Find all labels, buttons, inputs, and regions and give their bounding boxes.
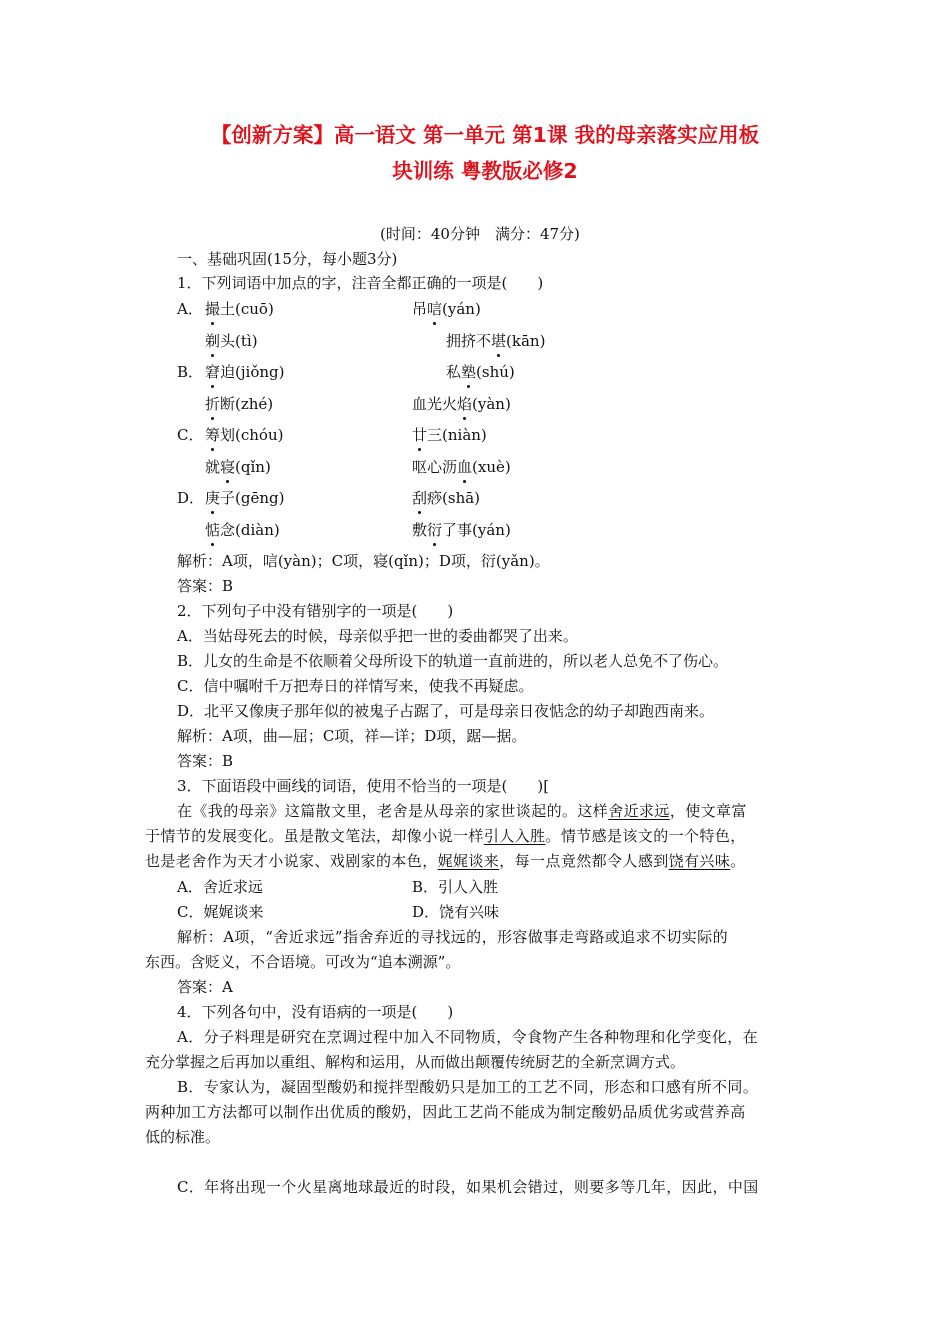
- q3-option-d: D．饶有兴味: [412, 903, 500, 921]
- text-segment: 念(diàn): [220, 521, 280, 539]
- q3-option-a: A．舍近求远: [177, 878, 263, 896]
- q3-passage-line-3: [145, 850, 746, 872]
- text-segment: (shú): [476, 363, 515, 381]
- text-segment: 痧(shā): [427, 489, 481, 507]
- text-segment: 头(tì): [220, 332, 258, 350]
- text-segment: 土(cuō): [220, 300, 274, 318]
- document-title-line-2: 块训练 粤教版必修2: [392, 159, 578, 183]
- text-segment: 迫(jiǒng): [220, 363, 285, 381]
- text-segment: (yán): [442, 300, 481, 318]
- text-segment: 吊: [412, 300, 428, 318]
- q1-c-word3: [205, 456, 271, 478]
- q1-d-word1: [205, 487, 284, 509]
- q3-analysis-line-2: 东西。含贬义，不合语境。可改为“追本溯源”。: [145, 953, 461, 971]
- text-segment: (qǐn): [235, 458, 271, 476]
- q2-analysis: 解析：A项，曲—屈；C项，祥—详；D项，踞—据。: [177, 727, 527, 745]
- question-3-stem: 3．下面语段中画线的词语，使用不恰当的一项是( )[: [177, 777, 550, 795]
- q4-option-c-line-1: C．年将出现一个火星离地球最近的时段，如果机会错过，则要多等几年，因此，中国: [177, 1178, 759, 1196]
- q4-option-b-line-3: 低的标准。: [145, 1128, 221, 1146]
- q1-b-word2: [446, 361, 515, 383]
- dotted-char: 窘: [205, 363, 221, 381]
- q4-option-b-line-1: B．专家认为，凝固型酸奶和搅拌型酸奶只是加工的工艺不同，形态和口感有所不同。: [177, 1078, 759, 1096]
- text-segment: ，每一点竟然都令人感到: [499, 852, 669, 870]
- q1-b-word1: [205, 361, 284, 383]
- q1-d-word2: [412, 487, 480, 509]
- dotted-char: 唁: [427, 300, 443, 318]
- q1-d-word3: [205, 519, 280, 541]
- q1-c-word4: [412, 456, 511, 478]
- q3-underlined-3: 娓娓谈来: [437, 852, 500, 870]
- q1-d-word4: [412, 519, 511, 541]
- text-segment: 了事(yán): [442, 521, 511, 539]
- q3-analysis-line-1: 解析：A项，“舍近求远”指舍弃近的寻找远的，形容做事走弯路或追求不切实际的: [177, 928, 728, 946]
- dotted-char: 焰: [457, 395, 473, 413]
- q1-a-word2: [412, 298, 481, 320]
- q3-option-c: C．娓娓谈来: [177, 903, 264, 921]
- section-heading: 一、基础巩固(15分，每小题3分): [177, 250, 398, 268]
- text-segment: 呕心沥: [412, 458, 458, 476]
- text-segment: 血光火: [412, 395, 458, 413]
- text-segment: 私: [446, 363, 462, 381]
- dotted-char: 庚: [205, 489, 221, 507]
- dotted-char: 剃: [205, 332, 221, 350]
- text-segment: 在《我的母亲》这篇散文里，老舍是从母亲的家世谈起的。这样: [177, 802, 609, 820]
- text-segment: 也是老舍作为天才小说家、戏剧家的本色，: [145, 852, 438, 870]
- q1-analysis: 解析：A项，唁(yàn)；C项，寝(qǐn)；D项，衍(yǎn)。: [177, 552, 550, 570]
- q2-option-c: C．信中嘱咐千万把寿日的祥情写来，使我不再疑虑。: [177, 677, 534, 695]
- q1-a-word1: [205, 298, 274, 320]
- text-segment: (xuè): [472, 458, 511, 476]
- dotted-char: 血: [457, 458, 473, 476]
- text-segment: 就: [205, 458, 221, 476]
- dotted-char: 撮: [205, 300, 221, 318]
- question-4-stem: 4．下列各句中，没有语病的一项是( ): [177, 1003, 454, 1021]
- text-segment: 。情节感是该文的一个特色，: [545, 827, 746, 845]
- q3-passage-line-2: [145, 825, 746, 847]
- q1-option-d-label: D．: [177, 489, 205, 507]
- q1-b-word3: [205, 393, 273, 415]
- dotted-char: 塾: [461, 363, 477, 381]
- question-2-stem: 2．下列句子中没有错别字的一项是( ): [177, 602, 454, 620]
- q3-underlined-4: 饶有兴味: [668, 852, 731, 870]
- dotted-char: 衍: [427, 521, 443, 539]
- q1-option-a-label: A．: [177, 300, 203, 318]
- q1-answer: 答案：B: [177, 577, 234, 595]
- dotted-char: 惦: [205, 521, 221, 539]
- text-segment: 断(zhé): [220, 395, 274, 413]
- q1-a-word4: [446, 330, 545, 352]
- q3-underlined-2: 引人入胜: [483, 827, 546, 845]
- question-1-stem: 1．下列词语中加点的字，注音全都正确的一项是( ): [177, 274, 544, 292]
- q3-passage-line-1: [177, 800, 747, 822]
- q3-answer: 答案：A: [177, 978, 233, 996]
- q4-option-a-line-1: A．分子料理是研究在烹调过程中加入不同物质，令食物产生各种物理和化学变化，在: [177, 1028, 759, 1046]
- text-segment: 子(gēng): [220, 489, 285, 507]
- q1-c-word1: [205, 424, 283, 446]
- q4-option-a-line-2: 充分掌握之后再加以重组、解构和运用，从而做出颠覆传统厨艺的全新烹调方式。: [145, 1053, 686, 1071]
- text-segment: (kān): [506, 332, 546, 350]
- q3-option-b: B．引人入胜: [412, 878, 499, 896]
- q1-b-word4: [412, 393, 511, 415]
- dotted-char: 折: [205, 395, 221, 413]
- q1-option-b-label: B．: [177, 363, 204, 381]
- q1-a-word3: [205, 330, 258, 352]
- q1-option-c-label: C．: [177, 426, 204, 444]
- text-segment: 敷: [412, 521, 428, 539]
- dotted-char: 寝: [220, 458, 236, 476]
- q4-option-b-line-2: 两种加工方法都可以制作出优质的酸奶，因此工艺尚不能成为制定酸奶品质优劣或营养高: [145, 1103, 746, 1121]
- q2-answer: 答案：B: [177, 752, 234, 770]
- dotted-char: 筹: [205, 426, 221, 444]
- text-segment: 拥挤不: [446, 332, 492, 350]
- q3-underlined-1: 舍近求远: [608, 802, 670, 820]
- text-segment: 于情节的发展变化。虽是散文笔法，却像小说一样: [145, 827, 484, 845]
- q2-option-b: B．儿女的生命是不依顺着父母所设下的轨道一直前进的，所以老人总免不了伤心。: [177, 652, 729, 670]
- dotted-char: 刮: [412, 489, 428, 507]
- dotted-char: 廿: [412, 426, 428, 444]
- text-segment: ，使文章富: [669, 802, 747, 820]
- q2-option-d: D．北平又像庚子那年似的被鬼子占踞了，可是母亲日夜惦念的幼子却跑西南来。: [177, 702, 715, 720]
- dotted-char: 堪: [491, 332, 507, 350]
- text-segment: 。: [730, 852, 746, 870]
- q1-c-word2: [412, 424, 487, 446]
- text-segment: (yàn): [472, 395, 511, 413]
- exam-meta: (时间：40分钟 满分：47分): [380, 225, 580, 243]
- text-segment: 划(chóu): [220, 426, 284, 444]
- q2-option-a: A．当姑母死去的时候，母亲似乎把一世的委曲都哭了出来。: [177, 627, 578, 645]
- text-segment: 三(niàn): [427, 426, 487, 444]
- document-title-line-1: 【创新方案】高一语文 第一单元 第1课 我的母亲落实应用板: [210, 123, 760, 147]
